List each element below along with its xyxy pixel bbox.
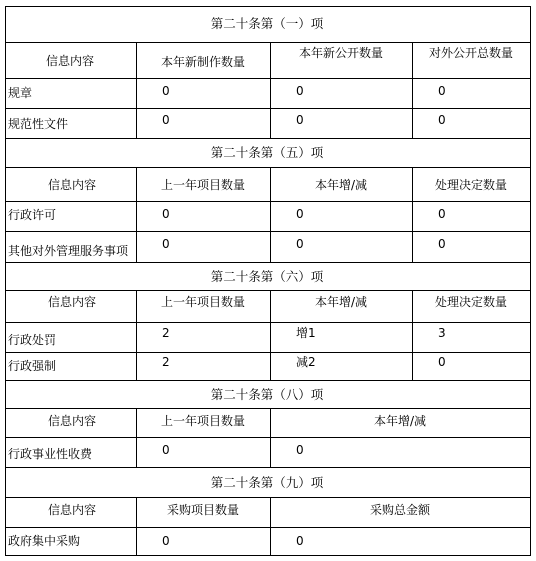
cell-value: 0 — [438, 207, 446, 221]
column-header: 本年增/减 — [314, 295, 368, 309]
cell-value: 0 — [162, 534, 170, 548]
cell-value: 0 — [162, 237, 170, 251]
row-divider — [5, 352, 530, 353]
cell-value: 0 — [162, 84, 170, 98]
row-label: 其他对外管理服务事项 — [8, 244, 129, 258]
column-header: 信息内容 — [45, 54, 95, 68]
column-divider — [270, 497, 271, 555]
column-divider — [136, 408, 137, 467]
row-divider — [5, 437, 530, 438]
row-label: 行政事业性收费 — [8, 447, 93, 461]
row-divider — [5, 322, 530, 323]
cell-value: 0 — [438, 84, 446, 98]
row-divider — [5, 138, 530, 139]
column-divider — [270, 167, 271, 262]
cell-value: 0 — [438, 355, 446, 369]
row-divider — [5, 527, 530, 528]
column-header: 上一年项目数量 — [160, 295, 246, 309]
column-header: 信息内容 — [47, 295, 97, 309]
row-divider — [5, 262, 530, 263]
column-header: 对外公开总数量 — [428, 46, 514, 60]
section-title: 第二十条第（九）项 — [210, 475, 324, 490]
column-header: 本年新制作数量 — [160, 55, 246, 69]
row-divider — [5, 231, 530, 232]
row-divider — [5, 42, 530, 43]
column-header: 采购项目数量 — [166, 503, 240, 517]
column-header: 信息内容 — [47, 414, 97, 428]
column-divider — [136, 42, 137, 138]
column-divider — [270, 42, 271, 138]
row-divider — [5, 108, 530, 109]
column-divider — [136, 167, 137, 262]
cell-value: 3 — [438, 326, 446, 340]
row-divider — [5, 467, 530, 468]
table-border-top — [5, 6, 530, 7]
cell-value: 0 — [296, 443, 304, 457]
table-border-left — [5, 6, 6, 556]
cell-value: 0 — [162, 207, 170, 221]
cell-value: 0 — [438, 113, 446, 127]
section-title: 第二十条第（八）项 — [210, 387, 324, 402]
section-title: 第二十条第（一）项 — [210, 16, 324, 31]
column-header: 本年增/减 — [373, 414, 427, 428]
row-label: 行政许可 — [8, 208, 57, 222]
column-header: 上一年项目数量 — [160, 414, 246, 428]
column-header: 本年新公开数量 — [298, 46, 384, 60]
column-header: 信息内容 — [47, 503, 97, 517]
cell-value: 0 — [296, 534, 304, 548]
column-header: 信息内容 — [47, 178, 97, 192]
column-header: 本年增/减 — [314, 178, 368, 192]
cell-value: 2 — [162, 355, 170, 369]
column-divider — [412, 42, 413, 138]
column-divider — [136, 290, 137, 380]
column-divider — [412, 167, 413, 262]
row-label: 行政强制 — [8, 359, 57, 373]
cell-value: 0 — [162, 443, 170, 457]
column-header: 处理决定数量 — [434, 295, 508, 309]
column-divider — [270, 290, 271, 380]
cell-value: 0 — [438, 237, 446, 251]
row-divider — [5, 380, 530, 381]
cell-value: 2 — [162, 326, 170, 340]
cell-value: 0 — [162, 113, 170, 127]
row-divider — [5, 290, 530, 291]
row-divider — [5, 78, 530, 79]
table-border-right — [530, 6, 531, 556]
row-label: 规章 — [8, 86, 33, 100]
row-label: 行政处罚 — [8, 333, 57, 347]
column-divider — [412, 290, 413, 380]
column-divider — [136, 497, 137, 555]
row-divider — [5, 167, 530, 168]
cell-value: 0 — [296, 113, 304, 127]
section-title: 第二十条第（五）项 — [210, 145, 324, 160]
cell-value: 0 — [296, 237, 304, 251]
cell-value: 增1 — [296, 326, 316, 340]
cell-value: 0 — [296, 207, 304, 221]
column-header: 上一年项目数量 — [160, 178, 246, 192]
column-divider — [270, 408, 271, 467]
row-label: 政府集中采购 — [8, 534, 81, 548]
cell-value: 减2 — [296, 355, 316, 369]
row-label: 规范性文件 — [8, 117, 69, 131]
column-header: 采购总金额 — [369, 503, 431, 517]
row-divider — [5, 201, 530, 202]
row-divider — [5, 497, 530, 498]
column-header: 处理决定数量 — [434, 178, 508, 192]
row-divider — [5, 408, 530, 409]
table-border-bottom — [5, 555, 530, 556]
section-title: 第二十条第（六）项 — [210, 269, 324, 284]
cell-value: 0 — [296, 84, 304, 98]
